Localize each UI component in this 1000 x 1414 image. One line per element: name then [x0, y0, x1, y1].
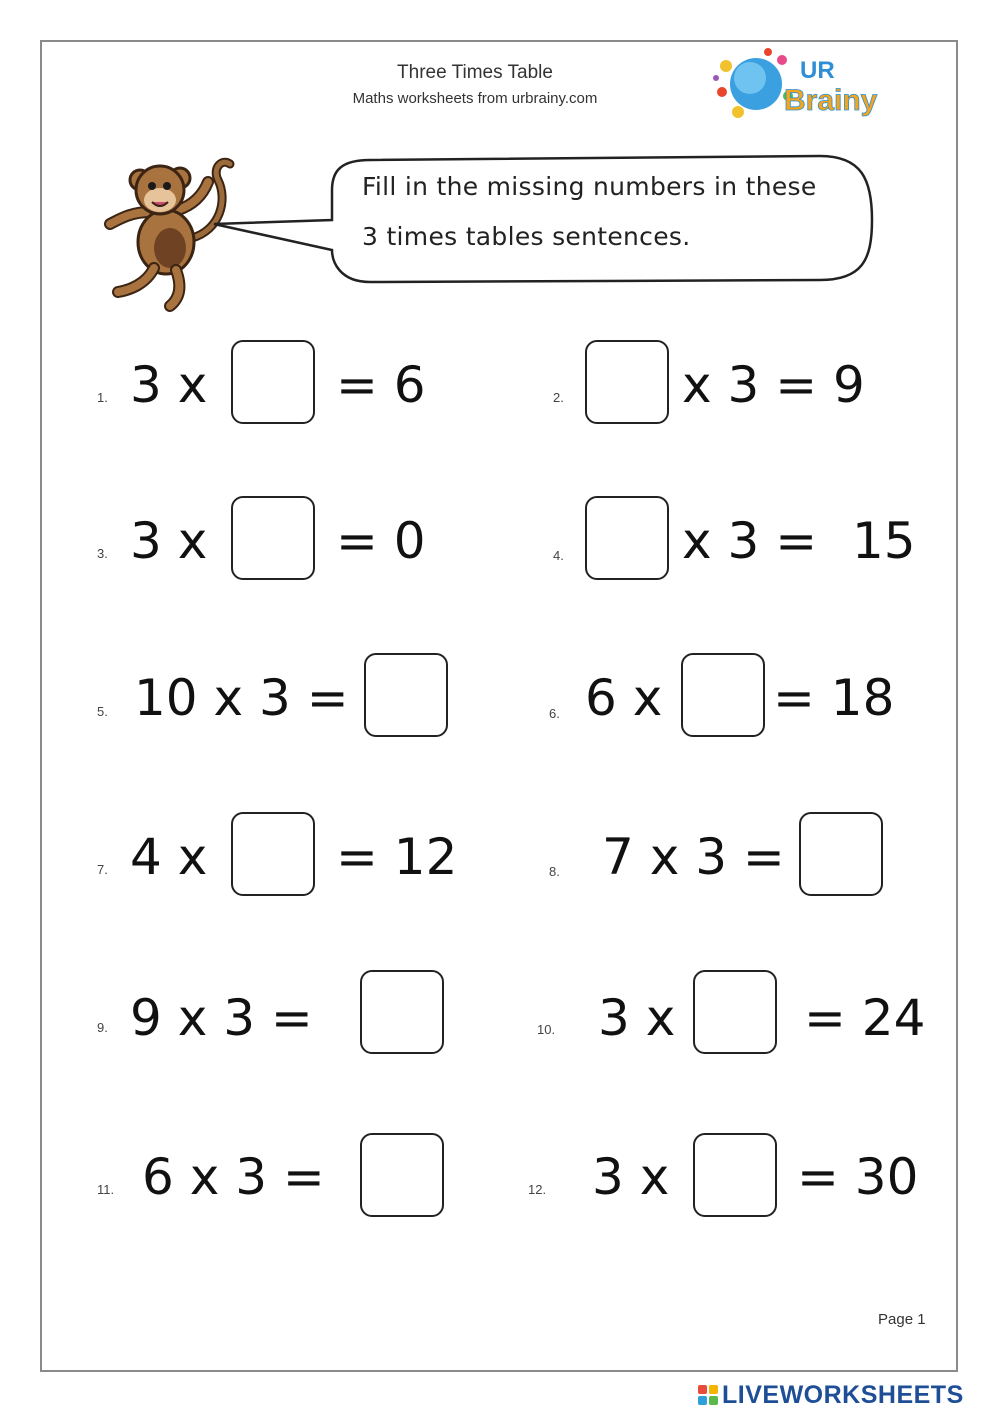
question-text: = 30 [797, 1148, 919, 1206]
question-number: 9. [97, 1020, 108, 1035]
answer-box[interactable] [364, 653, 448, 737]
answer-box[interactable] [360, 1133, 444, 1217]
answer-box[interactable] [799, 812, 883, 896]
question-text: 3 x [130, 512, 208, 570]
instruction-line-2: 3 times tables sentences. [362, 222, 691, 251]
question-text: x 3 = [682, 512, 818, 570]
question-text: = 18 [773, 669, 895, 727]
logo-text-top: UR [800, 57, 835, 84]
question-text: 10 x 3 = [134, 669, 349, 727]
question-text: 9 x 3 = [130, 989, 313, 1047]
answer-box[interactable] [585, 340, 669, 424]
question-text: = 6 [336, 356, 426, 414]
question-number: 10. [537, 1022, 556, 1037]
question-text: = 12 [336, 828, 458, 886]
liveworksheets-text: LIVEWORKSHEETS [722, 1380, 964, 1409]
answer-box[interactable] [693, 970, 777, 1054]
question-number: 7. [97, 862, 108, 877]
question-number: 4. [553, 548, 564, 563]
question-text: 3 x [130, 356, 208, 414]
page-number: Page 1 [878, 1311, 926, 1328]
answer-box[interactable] [585, 496, 669, 580]
question-text: 6 x [585, 669, 663, 727]
question-text: = 24 [804, 989, 926, 1047]
question-text: 3 x [598, 989, 676, 1047]
question-number: 6. [549, 706, 560, 721]
speech-bubble [200, 150, 880, 290]
logo-splash-icon [713, 48, 793, 118]
question-text: = 0 [336, 512, 426, 570]
question-number: 5. [97, 704, 108, 719]
question-number: 1. [97, 390, 108, 405]
question-text: 7 x 3 = [602, 828, 785, 886]
answer-box[interactable] [231, 812, 315, 896]
logo-text-bottom: Brainy [784, 84, 878, 117]
worksheet-subtitle: Maths worksheets from urbrainy.com [352, 90, 598, 107]
answer-box[interactable] [681, 653, 765, 737]
liveworksheets-logo-icon [698, 1385, 718, 1405]
instruction-line-1: Fill in the missing numbers in these [362, 172, 817, 201]
question-text: x 3 = 9 [682, 356, 865, 414]
answer-box[interactable] [360, 970, 444, 1054]
liveworksheets-brand[interactable] [698, 1382, 964, 1408]
question-text: 6 x 3 = [142, 1148, 325, 1206]
answer-box[interactable] [693, 1133, 777, 1217]
question-number: 8. [549, 864, 560, 879]
question-number: 3. [97, 546, 108, 561]
question-number: 2. [553, 390, 564, 405]
worksheet-title: Three Times Table [397, 62, 553, 83]
answer-box[interactable] [231, 340, 315, 424]
question-number: 11. [97, 1182, 115, 1197]
answer-box[interactable] [231, 496, 315, 580]
question-number: 12. [528, 1182, 547, 1197]
question-text: 15 [852, 512, 916, 570]
urbrainy-logo [708, 44, 908, 122]
question-text: 3 x [592, 1148, 670, 1206]
question-text: 4 x [130, 828, 208, 886]
